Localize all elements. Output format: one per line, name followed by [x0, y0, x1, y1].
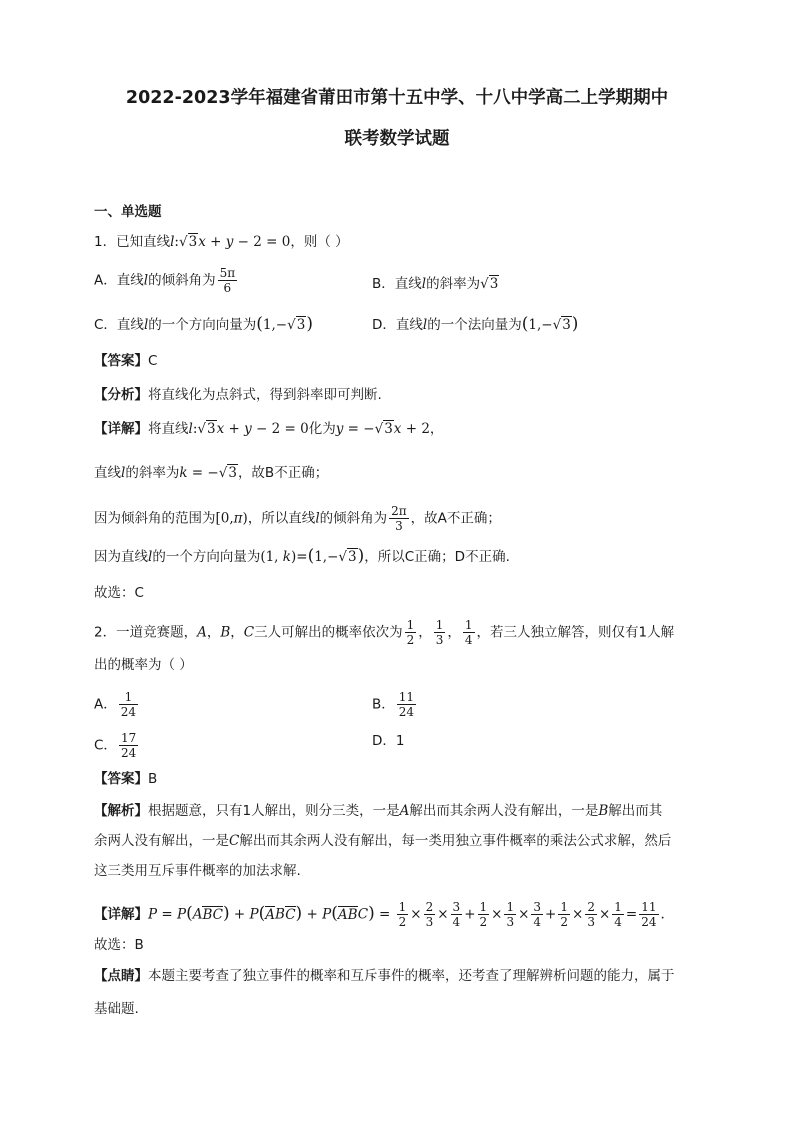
q2-choice: 故选：B: [94, 937, 144, 953]
q2-option-c[interactable]: C． $\frac{17}{24}$: [94, 731, 137, 760]
q2-stem: 2．一道竞赛题，A，B，C三人可解出的概率依次为 $\frac{1}{2}$ ， $\frac{1}{3}$ ， $\frac{1}{4}$ ，若三人独立解答，则仅有1人解: [94, 618, 675, 647]
q1-stem: 1．已知直线l:√3x + y − 2 = 0，则（ ）: [94, 234, 349, 250]
q2-detail: 【详解】P = P(ABC) + P(ABC) + P(ABC) = $\frac{1}{2}$ × $\frac{2}{3}$ × $\frac{3}{4}$ + $\frac{1}{2}$ × $\frac{1}{3}$ × $\frac{3}{4}$ + $\frac{1}{2}$ × $\frac{2}{3}$ × $\frac{1}{4}$ = $\frac{11}{24}$ .: [94, 900, 665, 929]
q1-choice: 故选：C: [94, 585, 144, 601]
q2-analysis-3: 这三类用互斥事件概率的加法求解.: [94, 863, 301, 879]
q2-analysis-2: 余两人没有解出，一是C解出而其余两人没有解出，每一类用独立事件概率的乘法公式求解，然后: [94, 833, 672, 849]
q2-analysis-1: 【解析】根据题意，只有1人解出，则分三类，一是A解出而其余两人没有解出，一是B解出而其: [94, 803, 663, 819]
q2-option-d[interactable]: D．1: [372, 733, 405, 749]
q1-option-a[interactable]: A．直线l的倾斜角为 $\frac{5\pi}{6}$: [94, 266, 236, 295]
title-line-1: 2022-2023学年福建省莆田市第十五中学、十八中学高二上学期期中: [125, 88, 669, 108]
q2-comment-2: 基础题.: [94, 1001, 139, 1017]
q2-stem-line-2: 出的概率为（ ）: [94, 657, 193, 673]
title-line-2: 联考数学试题: [344, 129, 450, 149]
q1-option-b[interactable]: B．直线l的斜率为√3: [372, 276, 499, 292]
q2-answer: 【答案】B: [94, 771, 158, 787]
q2-option-a[interactable]: A． $\frac{1}{24}$: [94, 690, 137, 719]
q1-detail-1: 【详解】将直线l:√3x + y − 2 = 0化为y = −√3x + 2，: [94, 421, 444, 437]
q1-option-d[interactable]: D．直线l的一个法向量为(1,−√3): [372, 314, 579, 334]
q2-option-b[interactable]: B． $\frac{11}{24}$: [372, 690, 415, 719]
section-heading: 一、单选题: [94, 204, 162, 220]
q1-answer: 【答案】C: [94, 353, 158, 369]
q1-detail-4: 因为直线l的一个方向向量为(1, k)=(1,−√3)，所以C正确；D不正确.: [94, 546, 510, 566]
q1-detail-2: 直线l的斜率为k = −√3，故B不正确；: [94, 465, 329, 481]
q2-comment-1: 【点睛】本题主要考查了独立事件的概率和互斥事件的概率，还考查了理解辨析问题的能力，属于: [94, 968, 675, 984]
q1-detail-3: 因为倾斜角的范围为[0,π)，所以直线l的倾斜角为 $\frac{2\pi}{3}$ ，故A不正确；: [94, 504, 501, 533]
q1-option-c[interactable]: C．直线l的一个方向向量为(1,−√3): [94, 314, 313, 334]
q1-analysis: 【分析】将直线化为点斜式，得到斜率即可判断.: [94, 387, 382, 403]
